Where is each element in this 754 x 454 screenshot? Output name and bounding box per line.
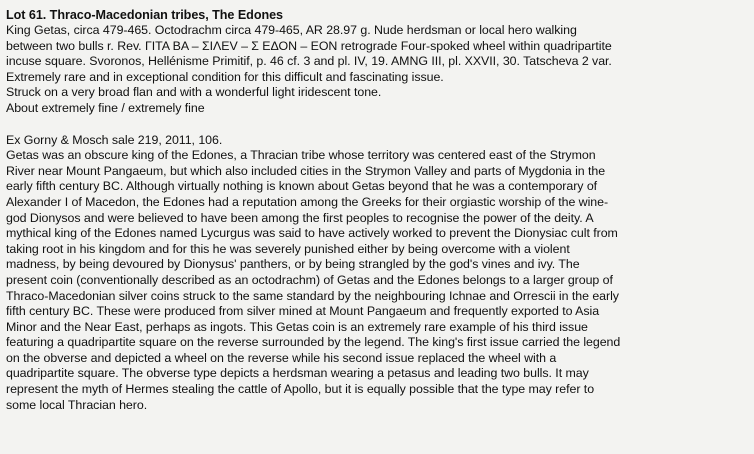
notes-line: taking root in his kingdom and for this he was severely punished either by being overcome with a violent: [6, 241, 570, 256]
notes-line: on the obverse and depicted a wheel on the reverse while his second issue replaced the wheel with a: [6, 350, 557, 365]
notes-line: quadripartite square. The obverse type depicts a herdsman wearing a petasus and leading two bulls. It may: [6, 366, 589, 381]
notes-line: featuring a quadripartite square on the reverse surrounded by the legend. The king's first issue carried the legend: [6, 335, 621, 350]
notes-line: Alexander I of Macedon, the Edones had a reputation among the Greeks for their orgiastic worship of the wine-: [6, 194, 609, 209]
notes-line: mythical king of the Edones named Lycurgus was said to have actively worked to prevent the Dionysiac cult from: [6, 226, 618, 241]
notes-line: Thraco-Macedonian silver coins struck to the same standard by the neighbouring Ichnae and Orrescii in the early: [6, 288, 619, 303]
description-line: King Getas, circa 479-465. Octodrachm circa 479-465, AR 28.97 g. Nude herdsman or local hero walking: [6, 23, 577, 37]
description-line: Extremely rare and in exceptional condition for this difficult and fascinating issue.: [6, 69, 444, 84]
notes-line: early fifth century BC. Although virtually nothing is known about Getas beyond that he was a contemporary of: [6, 179, 598, 194]
grade-line: About extremely fine / extremely fine: [6, 100, 205, 115]
notes-line: madness, by being devoured by Dionysus' panthers, or by being strangled by the god's vines and ivy. The: [6, 257, 580, 272]
description-line: between two bulls r. Rev. ΓΙΤΑ ΒΑ – ΣΙΛΕV – Σ ΕΔΟΝ – ΕΟΝ retrograde Four-spoked wheel within quadripartite: [6, 38, 612, 53]
notes-line: some local Thracian hero.: [6, 397, 148, 412]
notes-line: present coin (conventionally described as an octodrachm) of Getas and the Edones belongs to a larger group of: [6, 272, 613, 287]
description-line: Struck on a very broad flan and with a wonderful light iridescent tone.: [6, 85, 382, 100]
notes-line: Minor and the Near East, perhaps as ingots. This Getas coin is an extremely rare example of his third issue: [6, 319, 588, 334]
notes-line: represent the myth of Hermes stealing the cattle of Apollo, but it is equally possible that the type may refer to: [6, 382, 595, 397]
notes-line: god Dionysos and were believed to have been among the first peoples to recognise the power of the deity. A: [6, 210, 594, 225]
provenance-line: Ex Gorny & Mosch sale 219, 2011, 106.: [6, 132, 223, 147]
description-line: incuse square. Svoronos, Hellénisme Primitif, p. 46 cf. 3 and pl. IV, 19. AMNG III, pl. XXVII, 30. Tatscheva 2 var.: [6, 54, 612, 69]
notes-line: Getas was an obscure king of the Edones, a Thracian tribe whose territory was centered east of the Strymon: [6, 148, 596, 163]
notes-line: fifth century BC. These were produced from silver mined at Mount Pangaeum and frequently exported to Asia: [6, 304, 600, 319]
paragraph-gap: [6, 117, 744, 133]
lot-title: Lot 61. Thraco-Macedonian tribes, The Edones: [6, 8, 284, 22]
notes-line: River near Mount Pangaeum, but which also included cities in the Strymon Valley and parts of Mygdonia in the: [6, 163, 606, 178]
